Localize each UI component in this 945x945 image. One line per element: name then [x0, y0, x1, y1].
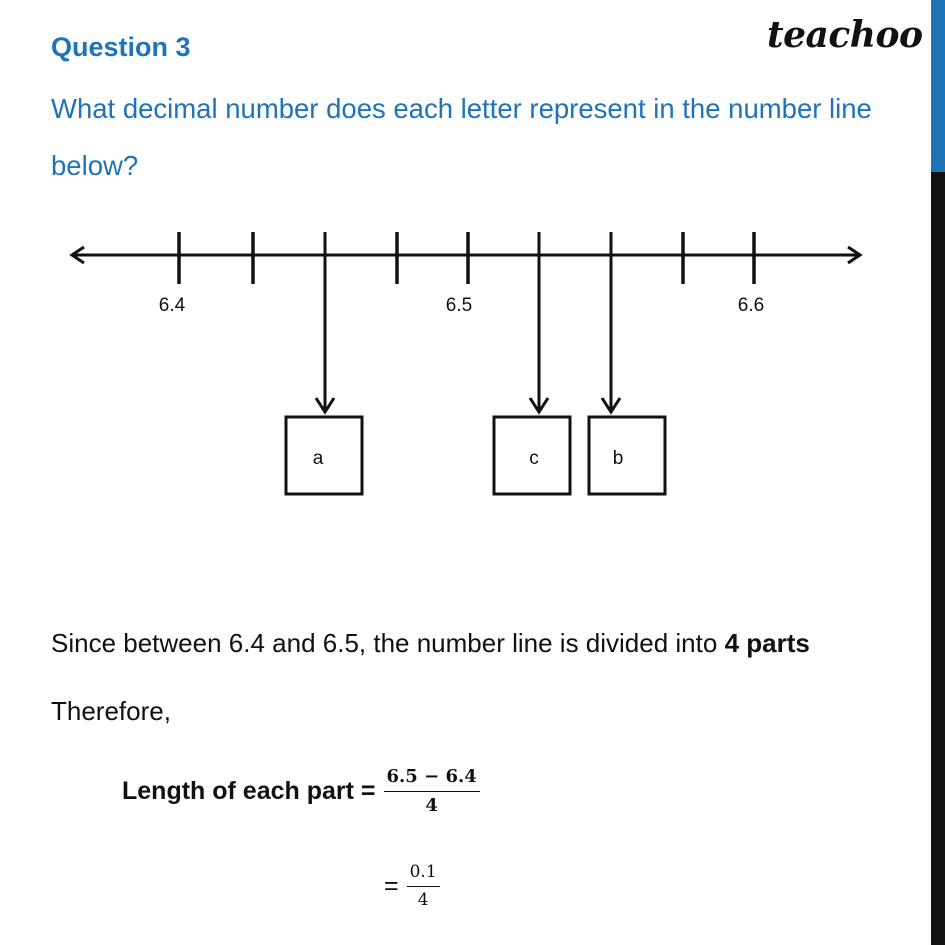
answer-box-label: b	[612, 448, 624, 469]
equals-sign: =	[384, 871, 399, 900]
solution-line-2: Therefore,	[51, 696, 171, 726]
answer-box-a	[286, 417, 362, 494]
solution-text: Since between 6.4 and 6.5, the number line is divided into	[51, 628, 725, 658]
tick-label: 6.4	[158, 295, 186, 316]
fraction	[407, 862, 440, 910]
question-label: Question 3	[51, 32, 191, 62]
fraction-denominator: 4	[425, 795, 438, 816]
equation-row-1	[122, 766, 480, 816]
right-edge-accent	[931, 0, 945, 172]
answer-box-b	[589, 417, 665, 494]
solution-line-1	[51, 628, 810, 659]
brand-logo: teachoo	[767, 14, 923, 56]
solution-emphasis: 4 parts	[724, 628, 810, 658]
fraction-denominator: 4	[417, 890, 429, 910]
fraction	[384, 766, 480, 816]
equation-row-2	[384, 862, 440, 910]
fraction-numerator: 6.5 − 6.4	[384, 766, 480, 792]
right-edge-bar	[931, 0, 945, 945]
number-line-figure	[0, 220, 900, 520]
equation-label: Length of each part =	[122, 776, 376, 805]
question-text: What decimal number does each letter represent in the number line below?	[51, 93, 872, 181]
tick-label: 6.6	[737, 295, 765, 316]
tick-label: 6.5	[445, 295, 473, 316]
answer-box-label: a	[312, 448, 324, 469]
answer-box-label: c	[529, 448, 539, 469]
fraction-numerator: 0.1	[407, 862, 440, 887]
